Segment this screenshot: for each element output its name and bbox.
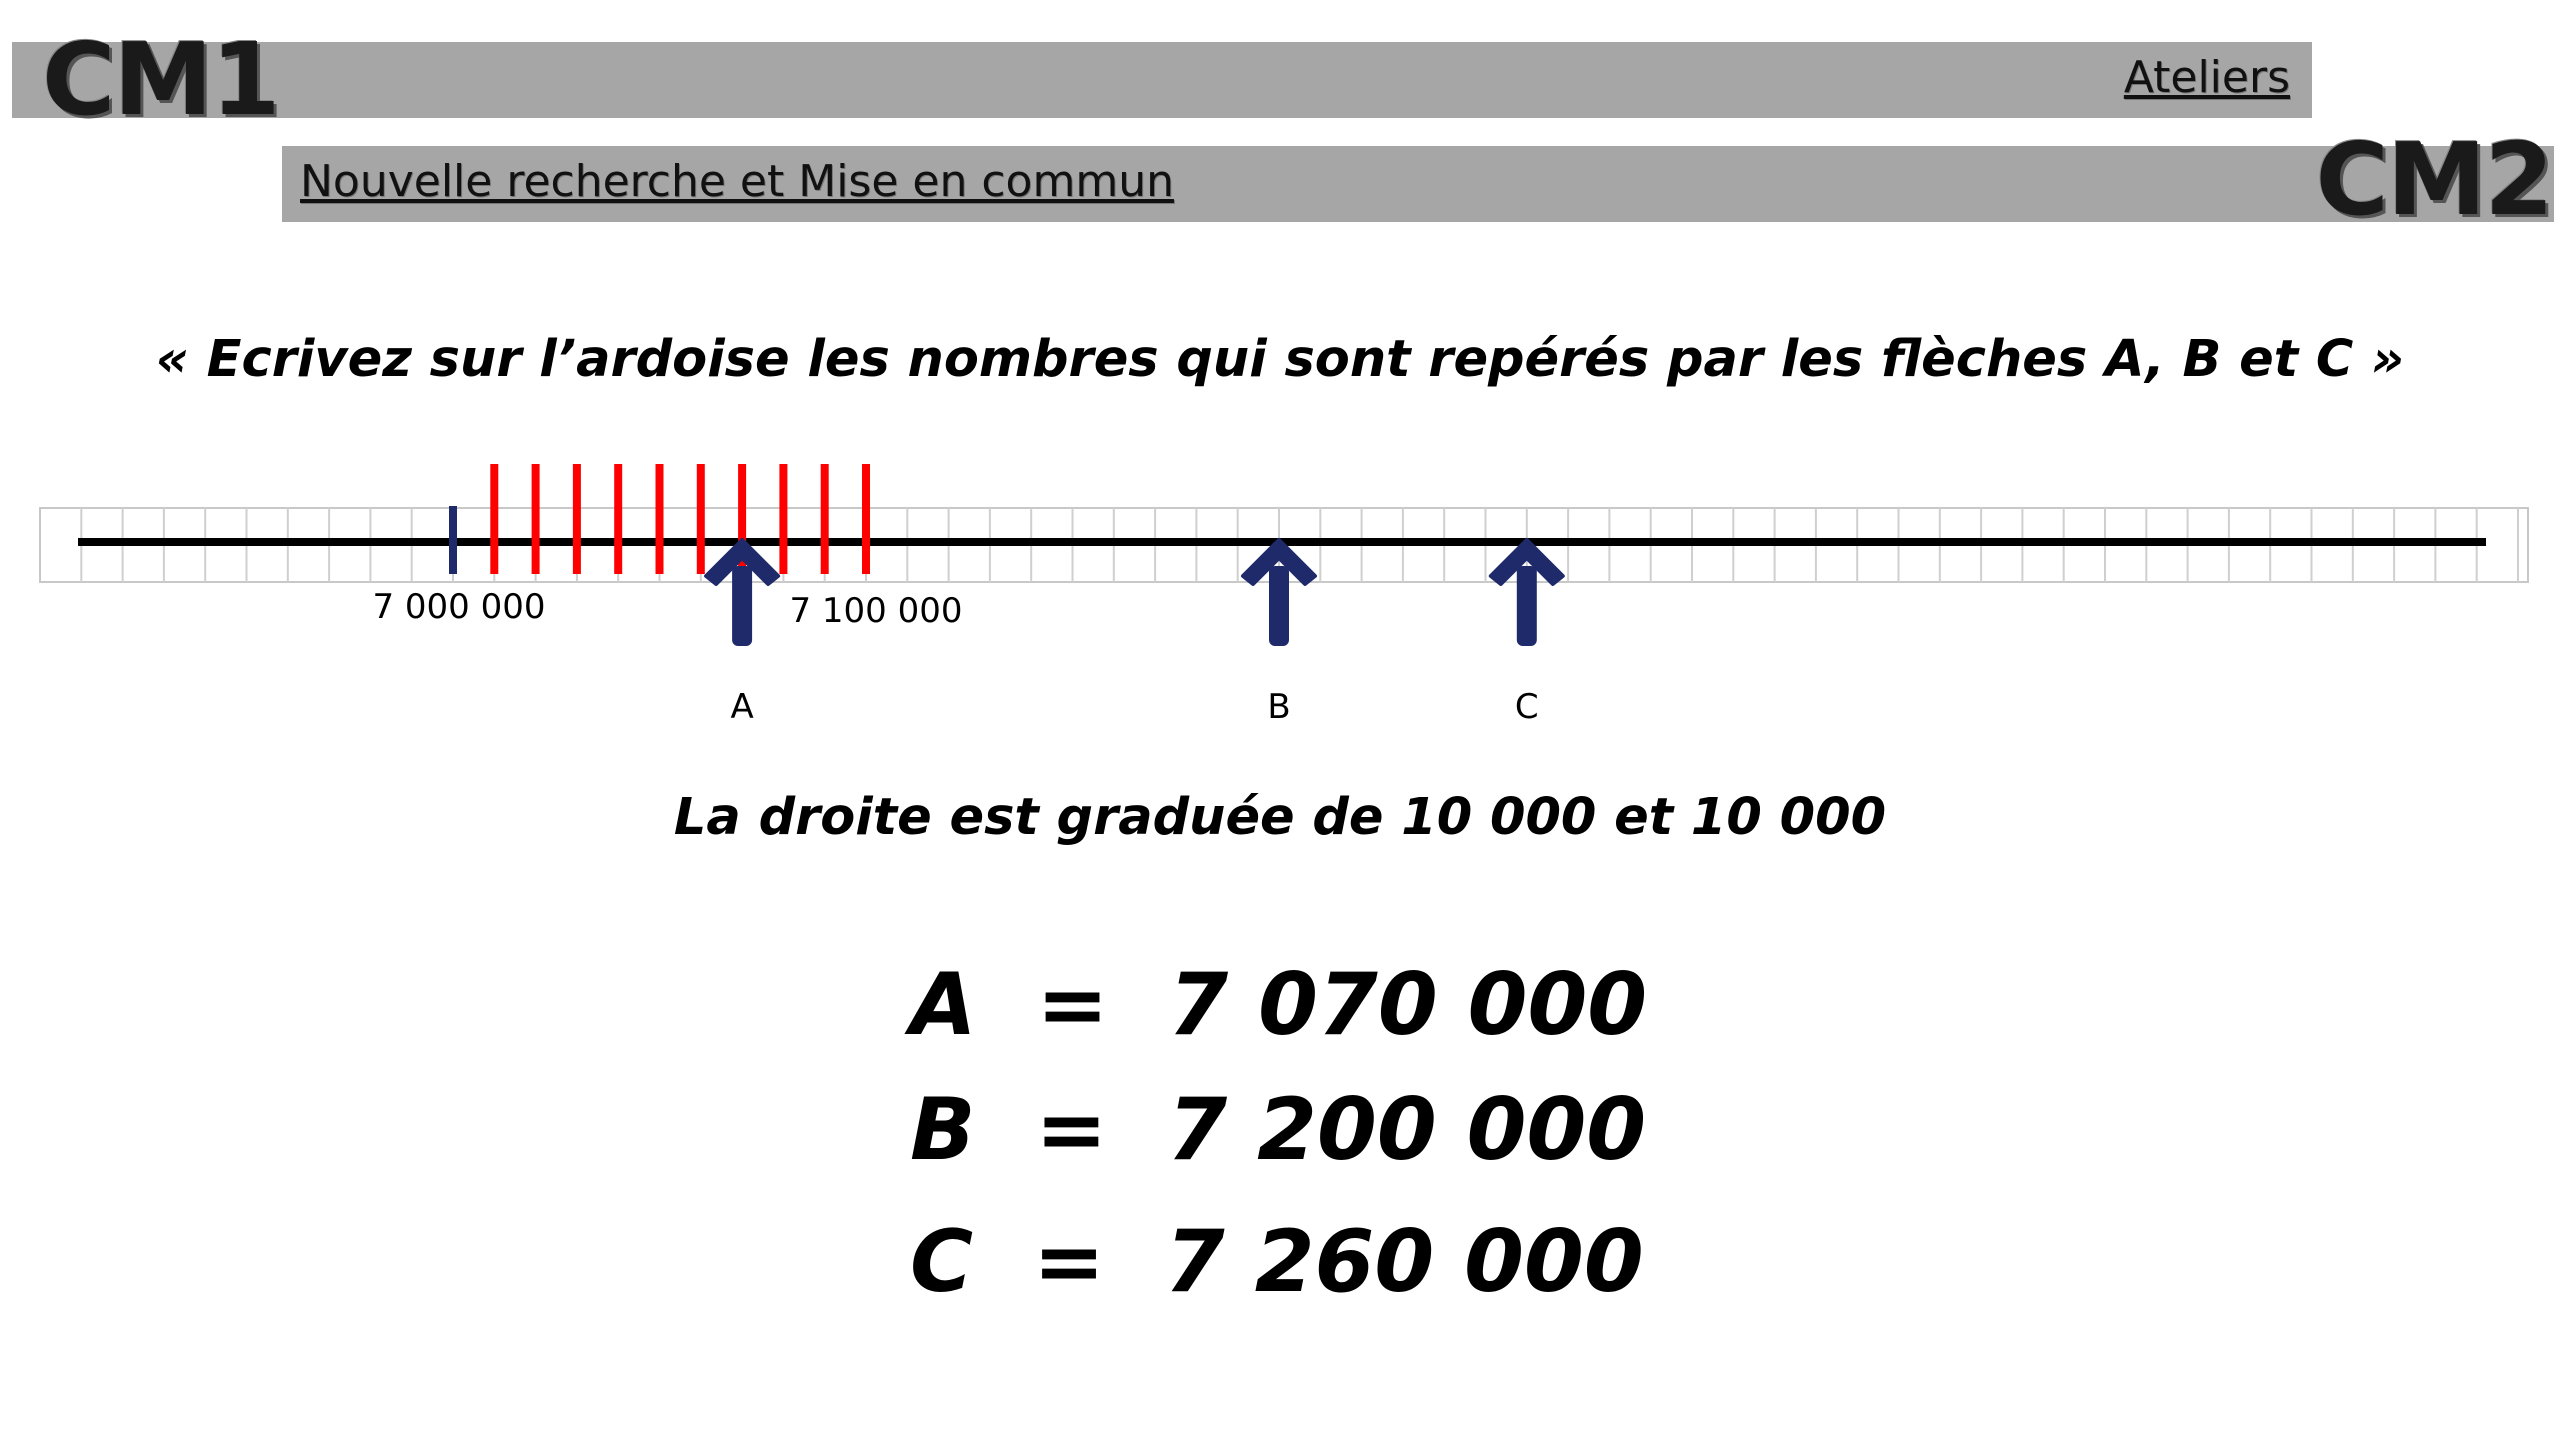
section-link-ateliers[interactable]: Ateliers — [2123, 52, 2290, 103]
number-line — [0, 440, 2560, 760]
answer-b: B = 7 200 000 — [910, 1080, 1647, 1180]
arrow-label-a: A — [730, 687, 754, 727]
arrow-shaft — [732, 566, 752, 646]
header-bar-top — [12, 42, 2312, 118]
page-subtitle: Nouvelle recherche et Mise en commun — [300, 156, 1174, 207]
level-cm1-label: CM1 — [42, 21, 279, 138]
arrow-c — [1491, 540, 1563, 727]
number-line-arrows — [706, 540, 1563, 727]
instruction-text: « Ecrivez sur l’ardoise les nombres qui sont repérés par les flèches A, B et C » — [155, 330, 2405, 389]
arrow-label-b: B — [1267, 687, 1291, 727]
start-value-label: 7 000 000 — [372, 587, 546, 627]
answer-c: C = 7 260 000 — [910, 1212, 1644, 1312]
level-cm2-label: CM2 — [2315, 121, 2552, 238]
graduation-text: La droite est graduée de 10 000 et 10 000 — [673, 788, 1887, 847]
arrow-label-c: C — [1514, 687, 1539, 727]
arrow-b — [1243, 540, 1315, 727]
arrow-shaft — [1269, 566, 1289, 646]
arrow-shaft — [1517, 566, 1537, 646]
end-value-label: 7 100 000 — [789, 591, 963, 631]
arrow-a — [706, 540, 778, 727]
answer-a: A = 7 070 000 — [910, 955, 1648, 1055]
number-line-ticks — [453, 464, 866, 574]
